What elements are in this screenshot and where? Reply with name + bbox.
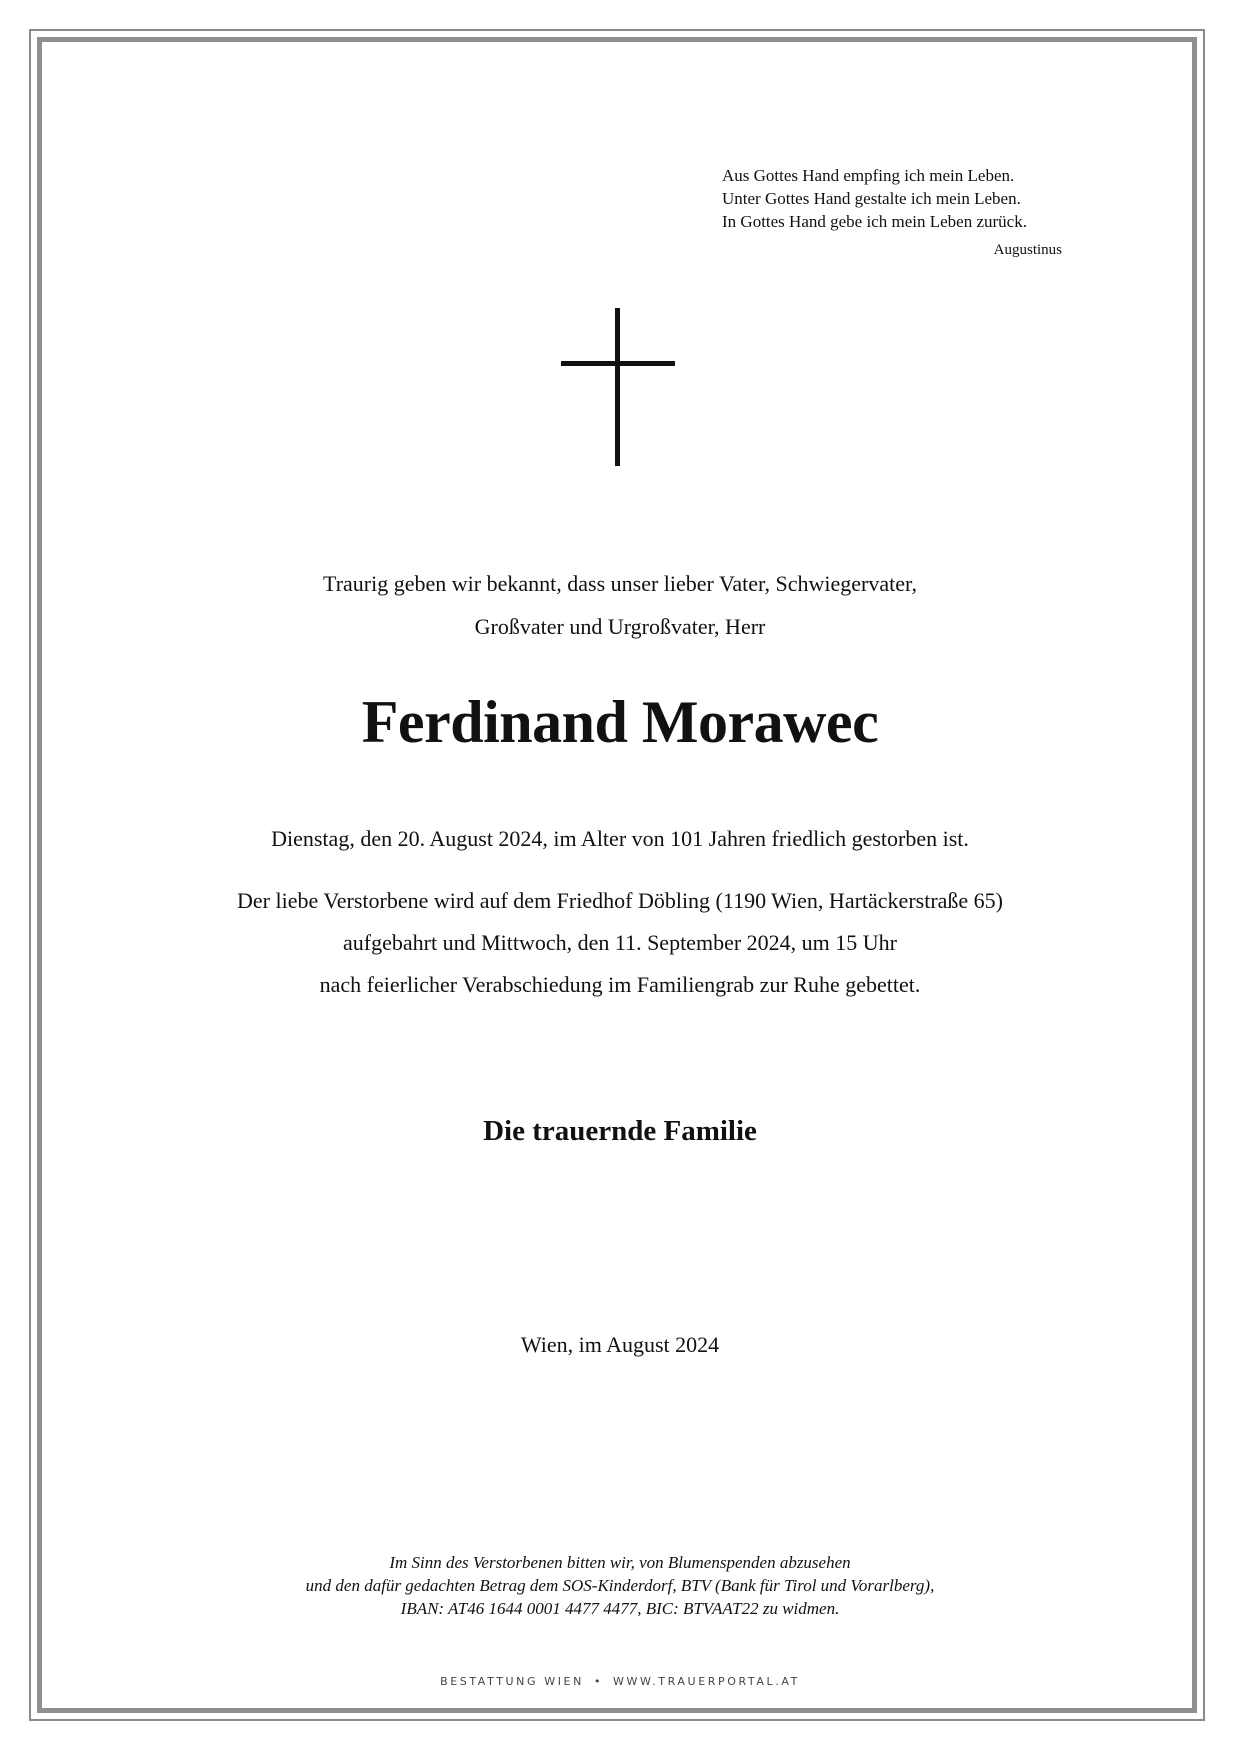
mourning-family: Die trauernde Familie <box>483 1115 757 1147</box>
funeral-details <box>0 880 1240 1006</box>
donation-line-3: IBAN: AT46 1644 0001 4477 4477, BIC: BTVAAT22 zu widmen. <box>400 1599 840 1618</box>
funeral-line-1: Der liebe Verstorbene wird auf dem Friedhof Döbling (1190 Wien, Hartäckerstraße 65) <box>236 888 1003 913</box>
donation-line-1: Im Sinn des Verstorbenen bitten wir, von Blumenspenden abzusehen <box>389 1553 851 1572</box>
cross-vertical-bar <box>615 308 620 466</box>
cross-icon <box>561 308 675 466</box>
intro-line-1: Traurig geben wir bekannt, dass unser lieber Vater, Schwiegervater, <box>323 571 917 596</box>
publisher-footer <box>0 1675 1240 1689</box>
donation-request <box>0 1551 1240 1620</box>
funeral-line-3: nach feierlicher Verabschiedung im Familiengrab zur Ruhe gebettet. <box>319 972 921 997</box>
quote-line-2: Unter Gottes Hand gestalte ich mein Leben. <box>722 189 1021 208</box>
place-and-date: Wien, im August 2024 <box>520 1332 720 1357</box>
footer-separator: • <box>593 1675 604 1688</box>
donation-line-2: und den dafür gedachten Betrag dem SOS-Kinderdorf, BTV (Bank für Tirol und Vorarlberg), <box>305 1576 935 1595</box>
epigraph-quote <box>722 164 1062 262</box>
quote-author: Augustinus <box>993 242 1062 258</box>
funeral-line-2: aufgebahrt und Mittwoch, den 11. September 2024, um 15 Uhr <box>343 930 897 955</box>
footer-publisher: BESTATTUNG WIEN <box>440 1675 584 1688</box>
quote-line-3: In Gottes Hand gebe ich mein Leben zurück. <box>722 212 1027 231</box>
deceased-name: Ferdinand Morawec <box>361 689 879 755</box>
cross-horizontal-bar <box>561 361 675 366</box>
announcement-intro <box>0 562 1240 648</box>
death-notice: Dienstag, den 20. August 2024, im Alter von 101 Jahren friedlich gestorben ist. <box>271 826 969 851</box>
footer-website: WWW.TRAUERPORTAL.AT <box>613 1675 800 1688</box>
intro-line-2: Großvater und Urgroßvater, Herr <box>474 614 766 639</box>
quote-line-1: Aus Gottes Hand empfing ich mein Leben. <box>722 166 1015 185</box>
inner-frame-border <box>37 37 1197 1713</box>
